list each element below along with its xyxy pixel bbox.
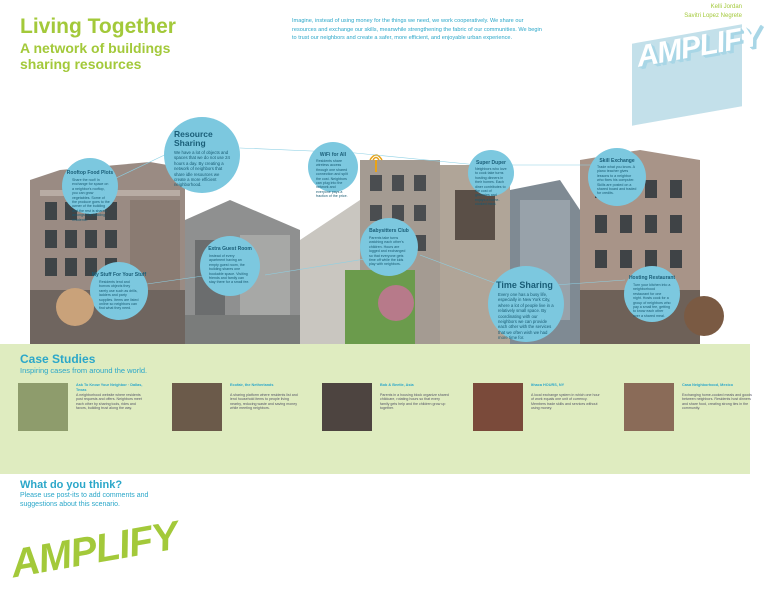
think-title: What do you think? <box>20 479 123 491</box>
bubble-wifi-title: WiFi for All <box>319 152 347 158</box>
bubble-hosting-title: Hosting Restaurant <box>628 275 676 281</box>
case-photo-1 <box>18 383 68 431</box>
bubble-resource-text: We have a lot of objects and spaces that we do not use 24 hours a day. By creating a network of neighbors that share idle resources we create a more efficient neighborhood. <box>174 150 230 188</box>
case-title-4: Ithaca HOURS, NY <box>531 383 565 387</box>
amplify-logo-bottom: AMPLIFY <box>7 513 182 587</box>
case-text-3: Parents in a housing block organize shared childcare, rotating hours so that every family gets help and the children grow up together. <box>380 393 449 411</box>
bubble-hosting-text: Turn your kitchen into a neighborhood restaurant for one night. Hosts cook for a group of neighbors who pay a small fee, getting to know each other over a shared meal. <box>633 283 671 318</box>
case-title-3: Bob & Beetle, Asia <box>380 383 414 387</box>
bubble-mystuff-title: My Stuff For Your Stuff <box>91 272 147 278</box>
bubble-babysitters-title: Babysitters Club <box>369 228 409 234</box>
photo-mystuff <box>56 288 94 326</box>
bubble-resource-title: Resource Sharing <box>174 129 213 148</box>
case-title-5: Casa Neighborhood, Mexico <box>682 383 734 387</box>
case-study-4 <box>473 383 613 463</box>
case-study-3 <box>322 383 462 463</box>
case-study-5 <box>624 383 764 463</box>
bubble-time-title: Time Sharing <box>496 280 553 290</box>
photo-babysitters <box>378 285 414 321</box>
case-study-2 <box>172 383 312 463</box>
page-subtitle: A network of buildings sharing resources <box>20 40 171 72</box>
authors <box>684 3 742 21</box>
case-photo-4 <box>473 383 523 431</box>
bubble-rooftop-text: Share the roof! In exchange for space on a neighbor's rooftop, you can grow vegetables. Some of the produce goes to the owner of the building and the rest is shared amongst the building residents. <box>72 178 110 222</box>
bubble-time-text: Every one has a busy life, especially in New York City, where a lot of people live in a relatively small space. By coordinating with our neighbors we can provide each other with the services that we often wish we had more time for. <box>498 292 554 341</box>
case-text-1: A neighborhood website where residents post requests and offers. Neighbors meet each other by sharing tools, rides and favors, building trust along the way. <box>76 393 142 411</box>
bubble-rooftop-title: Rooftop Food Plots <box>66 170 114 176</box>
case-title-2: Ecofair, the Netherlands <box>230 383 274 387</box>
bubble-mystuff-text: Residents lend and borrow objects they rarely use such as drills, ladders and party supplies. Items are listed online so neighbors can find what they need. <box>99 280 139 311</box>
photo-hosting <box>684 296 724 336</box>
case-text-4: A local exchange system in which one hour of work equals one unit of currency. Members trade skills and services without using money. <box>531 393 600 411</box>
bubble-guest-text: Instead of every apartment having an empty guest room, the building shares one bookable space. Visiting friends and family can stay there for a small fee. <box>209 254 250 285</box>
bubble-skill-title: Skill Exchange <box>599 158 635 164</box>
author-2: Savitri Lopez Negrete <box>684 13 742 19</box>
case-study-1 <box>18 383 158 463</box>
think-text: Please use post-its to add comments and suggestions about this scenario. <box>20 492 149 508</box>
case-photo-2 <box>172 383 222 431</box>
bubble-guest-title: Extra Guest Room <box>208 246 252 252</box>
page-title: Living Together <box>20 15 176 38</box>
bubble-wifi-text: Residents share wireless access through one shared connection and split the cost. Neighbors can plug into the network and everyone pays a fraction of the price. <box>316 159 348 199</box>
bubble-supper-title: Super Duper <box>475 160 506 166</box>
author-1: Kelli Jordan <box>710 4 742 10</box>
bubble-skill-text: Trade what you know. A piano teacher gives lessons to a neighbor who fixes his computer. Skills are posted on a shared board and traded for credits. <box>597 165 637 196</box>
bubble-supper-text: Neighbors who love to cook take turns hosting dinners in their homes. Each diner contributes to the cost of groceries and enjoys a home-cooked meal. <box>475 167 507 207</box>
amplify-logo-top: AMPLIFY <box>633 19 763 74</box>
case-photo-5 <box>624 383 674 431</box>
case-studies-subtitle: Inspiring cases from around the world. <box>20 366 148 375</box>
case-title-1: Ask To Know Your Neighbor · Dallas, Texas <box>76 383 143 392</box>
case-studies-title: Case Studies <box>20 352 96 366</box>
bubble-babysitters-text: Parents take turns watching each other's children. Hours are logged and exchanged so that everyone gets time off while the kids play with neighbors. <box>369 236 406 267</box>
case-text-2: A sharing platform where residents list and lend household items to people living nearby, reducing waste and saving money while meeting neighbors. <box>230 393 298 411</box>
case-photo-3 <box>322 383 372 431</box>
intro-text: Imagine, instead of using money for the things we need, we work cooperatively. We share our resources and exchange our skills, meanwhile strengthening the fabric of our communities. We begin to trust our neighbors and create a safer, more efficient, and enjoyable urban experience. <box>292 18 542 42</box>
case-text-5: Exchanging home-cooked meals and goods between neighbors. Residents host dinners and share food, creating strong ties in the community. <box>682 393 752 411</box>
